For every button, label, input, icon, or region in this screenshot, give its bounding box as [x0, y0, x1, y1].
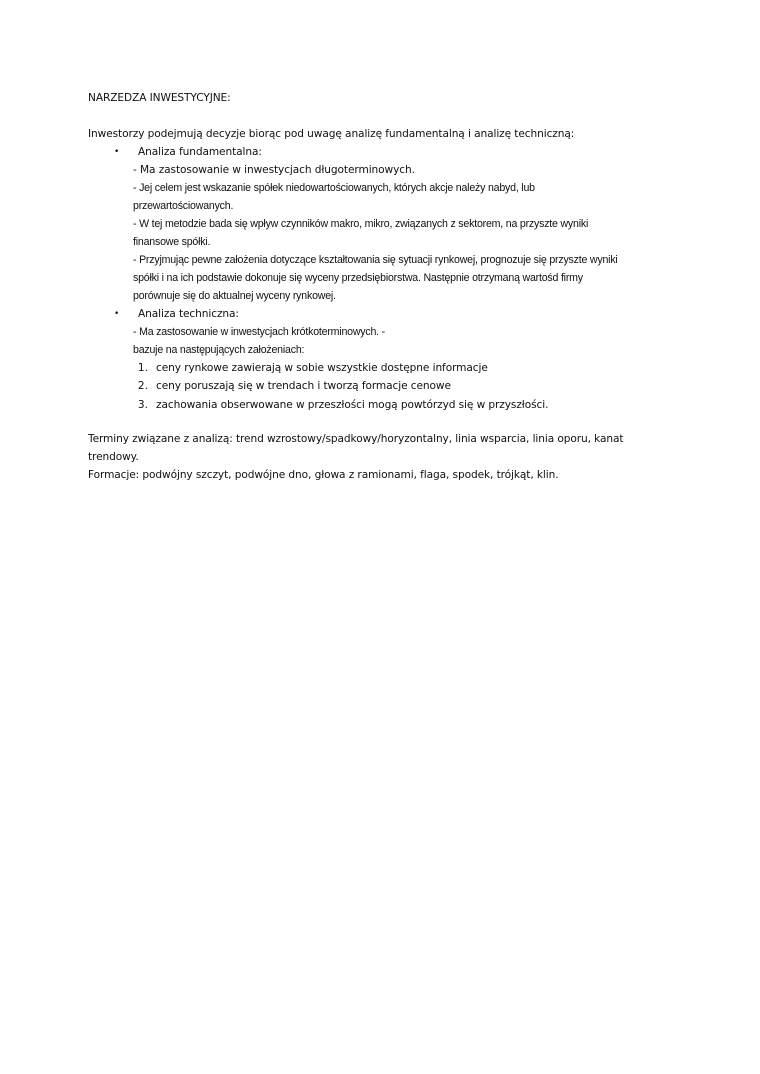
- fundamental-line: finansowe spółki.: [133, 236, 211, 248]
- formations-paragraph: Formacje: podwójny szczyt, podwójne dno, głowa z ramionami, flaga, spodek, trójkąt, klin.: [88, 469, 559, 481]
- terms-paragraph: trendowy.: [88, 451, 139, 463]
- fundamental-line: przewartościowanych.: [133, 200, 234, 212]
- terms-paragraph: Terminy związane z analizą: trend wzrostowy/spadkowy/horyzontalny, linia wsparcia, linia oporu, kanat: [88, 433, 624, 445]
- fundamental-line: - W tej metodzie bada się wpływ czynników makro, mikro, związanych z sektorem, na przyszte wyniki: [133, 218, 589, 230]
- technical-line: bazuje na następujących założeniach:: [133, 344, 305, 356]
- assumption-number: 1.: [137, 362, 148, 374]
- fundamental-line: spółki i na ich podstawie dokonuje się wyceny przedsiębiorstwa. Następnie otrzymaną wartośd firmy: [133, 272, 583, 284]
- bullet-icon: •: [114, 309, 120, 319]
- assumption-text: ceny rynkowe zawierają w sobie wszystkie dostępne informacje: [156, 362, 488, 374]
- bullet-icon: •: [114, 147, 120, 157]
- assumption-text: zachowania obserwowane w przeszłości mogą powtórzyd się w przyszłości.: [156, 399, 549, 411]
- page-heading: NARZEDZA INWESTYCYJNE:: [88, 92, 231, 104]
- fundamental-line: porównuje się do aktualnej wyceny rynkowej.: [133, 290, 336, 302]
- fundamental-line: - Ma zastosowanie w inwestycjach długoterminowych.: [133, 164, 415, 176]
- assumption-number: 2.: [137, 380, 148, 392]
- fundamental-title: Analiza fundamentalna:: [138, 146, 262, 158]
- assumption-number: 3.: [137, 399, 148, 411]
- intro-paragraph: Inwestorzy podejmują decyzje biorąc pod uwagę analizę fundamentalną i analizę techniczną:: [88, 128, 575, 140]
- technical-line: - Ma zastosowanie w inwestycjach krótkoterminowych. -: [133, 326, 385, 338]
- fundamental-line: - Przyjmując pewne założenia dotyczące kształtowania się sytuacji rynkowej, prognozuje się przyszte wyniki: [133, 254, 618, 266]
- assumption-text: ceny poruszają się w trendach i tworzą formacje cenowe: [156, 380, 451, 392]
- fundamental-line: - Jej celem jest wskazanie spółek niedowartościowanych, których akcje należy nabyd, lub: [133, 182, 535, 194]
- technical-title: Analiza techniczna:: [138, 308, 239, 320]
